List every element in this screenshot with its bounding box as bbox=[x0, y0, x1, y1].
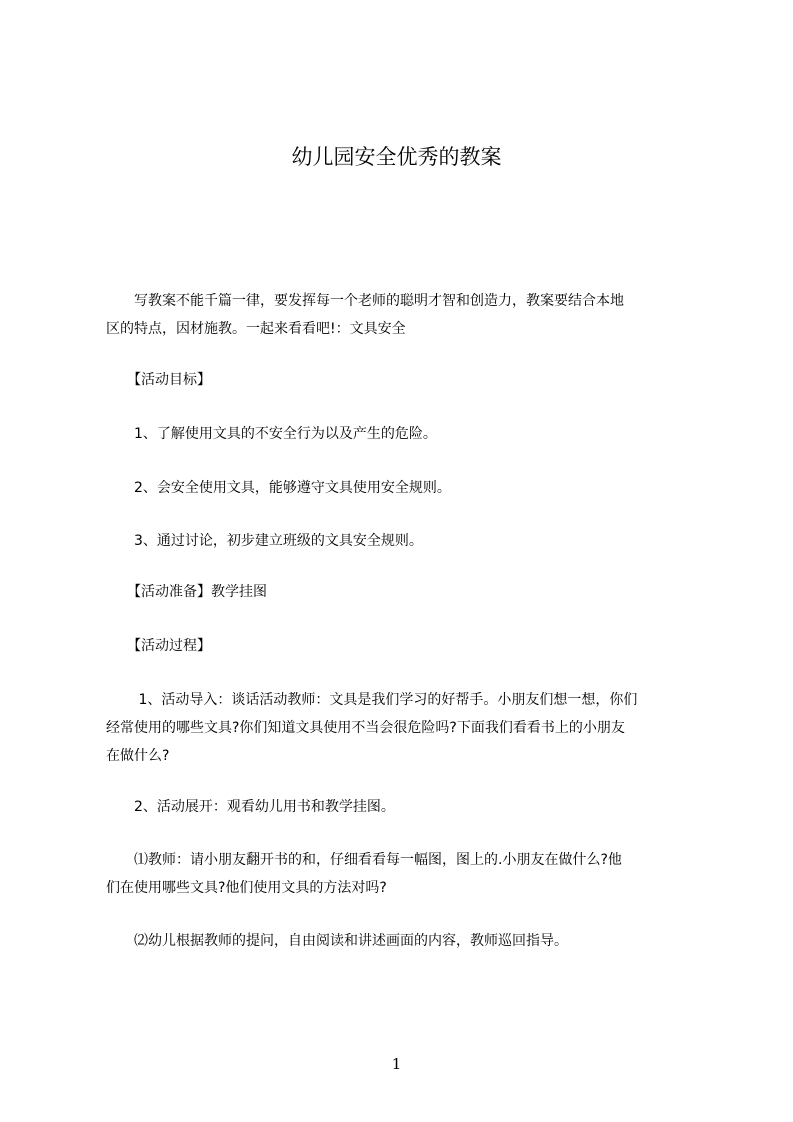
section-heading-preparation bbox=[106, 578, 706, 606]
intro-paragraph bbox=[106, 287, 706, 343]
goal-item-1 bbox=[106, 420, 706, 448]
paragraph-line: ⑴教师：请小朋友翻开书的和，仔细看看每一幅图，图上的.小朋友在做什么?他 bbox=[106, 852, 622, 868]
section-heading-process bbox=[106, 632, 706, 660]
paragraph-line: 区的特点，因材施教。一起来看看吧!：文具安全 bbox=[106, 321, 406, 337]
paragraph-line: 写教案不能千篇一律，要发挥每一个老师的聪明才智和创造力，教案要结合本地 bbox=[106, 293, 624, 309]
goal-item-2 bbox=[106, 474, 706, 502]
paragraph-line: 【活动目标】 bbox=[106, 372, 211, 388]
process-substep-1 bbox=[106, 846, 706, 902]
goal-item-3 bbox=[106, 527, 706, 555]
process-step-2 bbox=[106, 793, 706, 821]
paragraph-line: 【活动准备】教学挂图 bbox=[106, 584, 267, 600]
document-title: 幼儿园安全优秀的教案 bbox=[291, 145, 502, 169]
paragraph-line: 1、活动导入：谈话活动教师：文具是我们学习的好帮手。小朋友们想一想，你们 bbox=[106, 692, 638, 708]
section-heading-goals bbox=[106, 366, 706, 394]
process-step-1 bbox=[106, 686, 706, 770]
paragraph-line: 3、通过讨论，初步建立班级的文具安全规则。 bbox=[106, 533, 423, 549]
paragraph-line: 【活动过程】 bbox=[106, 638, 211, 654]
paragraph-line: 们在使用哪些文具?他们使用文具的方法对吗? bbox=[106, 880, 387, 896]
paragraph-line: 1、了解使用文具的不安全行为以及产生的危险。 bbox=[106, 426, 437, 442]
paragraph-line: 2、会安全使用文具，能够遵守文具使用安全规则。 bbox=[106, 480, 451, 496]
page-number: 1 bbox=[391, 1055, 402, 1073]
paragraph-line: 经常使用的哪些文具?你们知道文具使用不当会很危险吗?下面我们看看书上的小朋友 bbox=[106, 720, 625, 736]
paragraph-line: ⑵幼儿根据教师的提问，自由阅读和讲述画面的内容，教师巡回指导。 bbox=[106, 933, 568, 949]
paragraph-line: 2、活动展开：观看幼儿用书和教学挂图。 bbox=[106, 799, 395, 815]
process-substep-2 bbox=[106, 927, 706, 955]
paragraph-line: 在做什么? bbox=[106, 748, 170, 764]
